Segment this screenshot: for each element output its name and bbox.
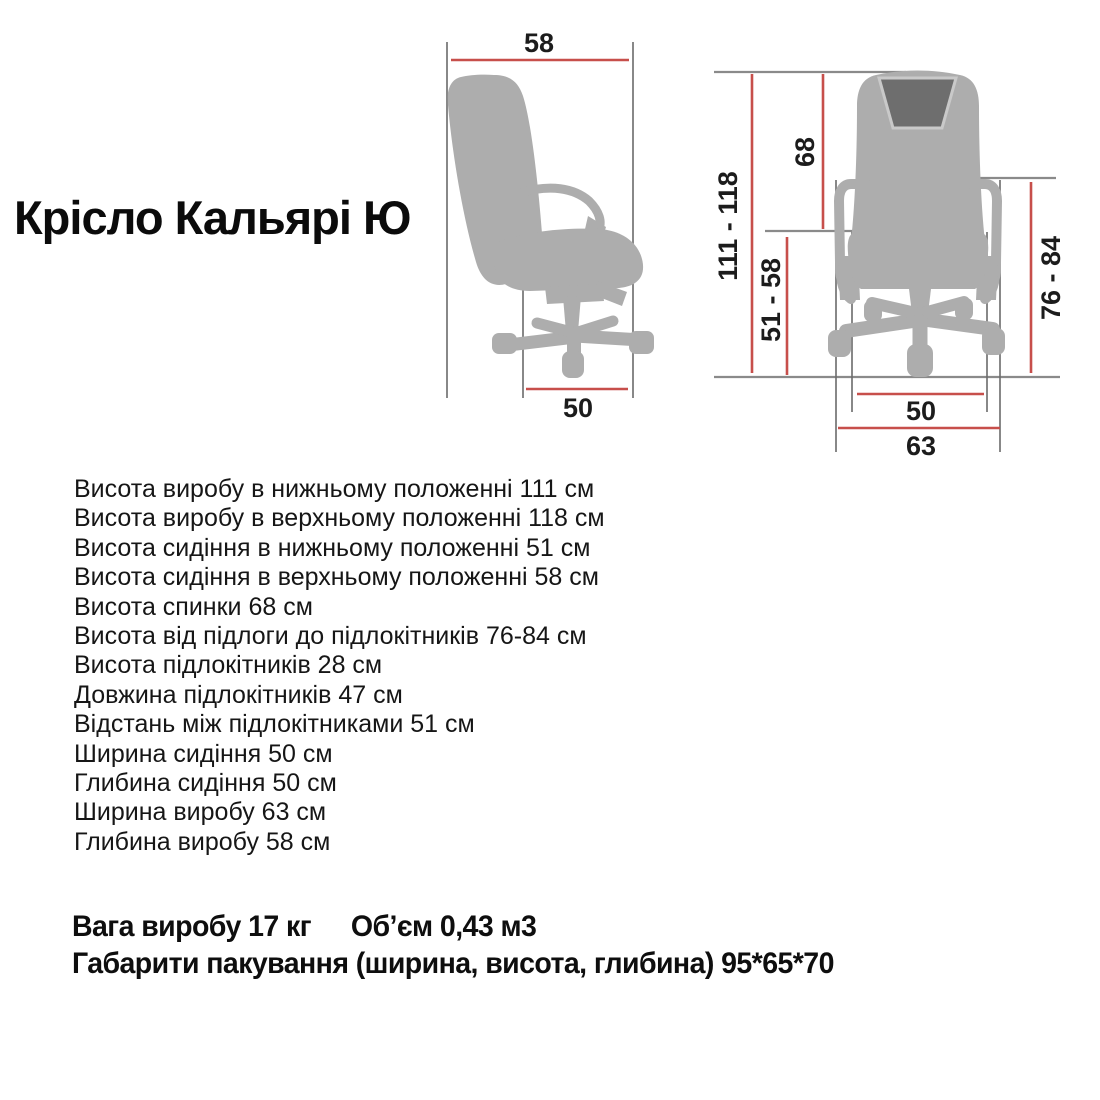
side-caster (492, 333, 517, 354)
page-title: Крісло Кальярі Ю (14, 191, 411, 244)
front-caster (955, 298, 973, 320)
packaging-row: Габарити пакування (ширина, висота, глибина) 95*65*70 (72, 947, 834, 980)
side-width-label: 58 (523, 28, 555, 58)
front-seat (848, 234, 989, 289)
spec-line: Висота сидіння в нижньому положенні 51 см (74, 533, 591, 562)
front-caster (828, 330, 851, 357)
volume-value: Об’єм 0,43 м3 (350, 910, 537, 943)
spec-line: Довжина підлокітників 47 см (74, 680, 403, 709)
front-headrest (879, 78, 956, 128)
weight-value: Вага виробу 17 кг (72, 910, 311, 943)
weight-volume-row (72, 908, 1003, 945)
spec-line: Висота виробу в нижньому положенні 111 см (74, 475, 595, 503)
front-caster (907, 344, 933, 377)
side-base-leg (575, 321, 613, 333)
side-seat (494, 229, 643, 291)
front-seat-height-label: 51 - 58 (756, 257, 786, 343)
side-caster (562, 351, 584, 378)
front-seat-width-label: 50 (905, 396, 937, 426)
spec-line: Ширина сидіння 50 см (74, 739, 333, 768)
side-caster (629, 331, 654, 354)
front-caster (982, 328, 1005, 355)
front-armrest-height-label: 76 - 84 (1036, 235, 1066, 321)
front-overall-height-label: 111 - 118 (713, 171, 743, 281)
spec-line: Висота від підлоги до підлокітників 76-84 см (74, 622, 587, 651)
front-base-leg (920, 319, 993, 329)
front-caster (864, 300, 882, 322)
summary-block (72, 908, 1003, 982)
spec-line: Відстань між підлокітниками 51 см (74, 710, 475, 739)
side-depth-label: 50 (562, 393, 594, 423)
spec-line: Ширина виробу 63 см (74, 798, 327, 827)
spec-line: Глибина виробу 58 см (74, 827, 331, 856)
front-back-height-label: 68 (790, 136, 820, 168)
spec-line: Висота сидіння в верхньому положенні 58 см (74, 563, 599, 592)
side-view-diagram (447, 42, 654, 398)
spec-list (74, 475, 674, 857)
spec-line: Глибина сидіння 50 см (74, 769, 337, 798)
front-chair-silhouette (828, 71, 1005, 378)
side-base-leg (508, 337, 575, 345)
front-base-leg (846, 320, 920, 331)
spec-line: Висота спинки 68 см (74, 592, 313, 621)
spec-line: Висота виробу в верхньому положенні 118 см (74, 504, 605, 533)
spec-line: Висота підлокітників 28 см (74, 651, 383, 680)
front-overall-width-label: 63 (905, 431, 937, 461)
side-chair-silhouette (448, 75, 654, 378)
